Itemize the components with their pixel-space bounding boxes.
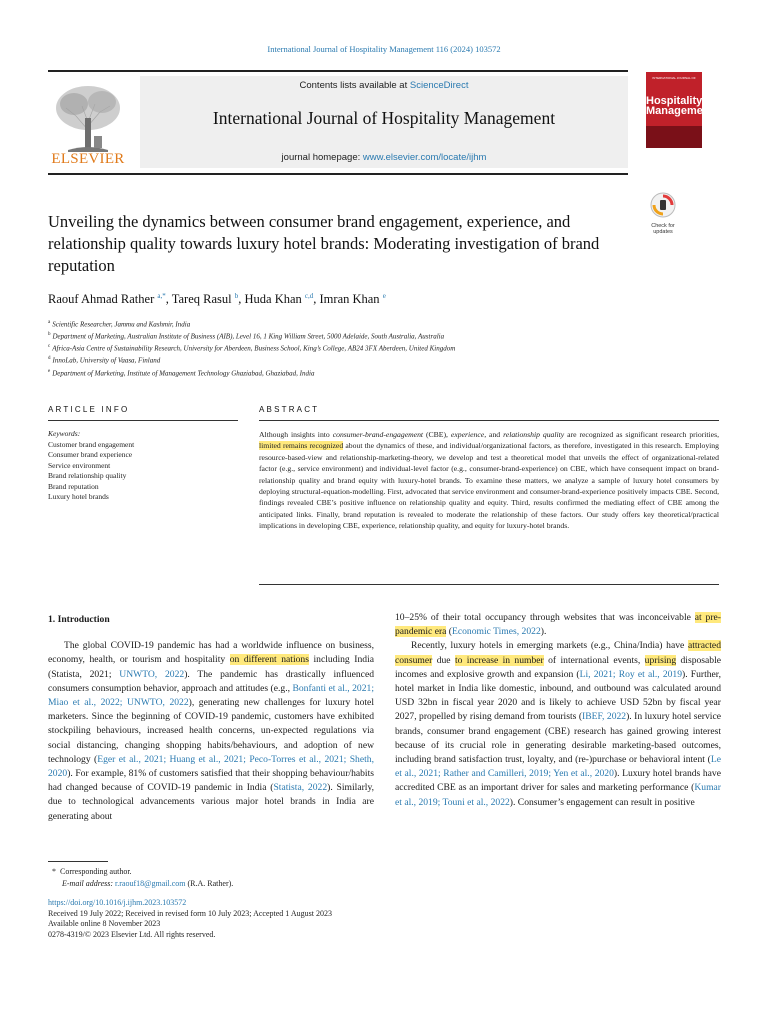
affiliations (48, 318, 728, 379)
abstract-seg: (CBE), (423, 430, 451, 439)
body-seg: ). For example, 81% of customers satisfied that their shopping behaviour/habits had changed because of COVID-19 pandemic in India ( (48, 768, 374, 794)
check-updates-label (645, 223, 681, 235)
journal-reference[interactable]: International Journal of Hospitality Management 116 (2024) 103572 (267, 44, 501, 54)
affiliation-item (48, 330, 728, 342)
available-online: Available online 8 November 2023 (48, 919, 161, 929)
contents-line (140, 80, 628, 91)
highlighted-text[interactable]: attracted consumer (395, 640, 721, 666)
body-seg: ). The pandemic has drastically influenced consumers consumption behavior, approach and attitudes (e.g., (48, 668, 374, 694)
body-seg: of international events, (543, 654, 645, 666)
check-for-updates-badge[interactable] (645, 192, 681, 235)
abstract-text (259, 429, 719, 532)
check-label-line-2: updates (653, 229, 673, 235)
affiliation-item (48, 342, 728, 354)
check-updates-icon (650, 192, 676, 218)
keyword-item: Luxury hotel brands (48, 492, 109, 501)
doi-link[interactable]: https://doi.org/10.1016/j.ijhm.2023.103572 (48, 898, 187, 907)
affil-text: Scientific Researcher, Jammu and Kashmir, India (52, 320, 191, 329)
abstract-seg: Although insights into (259, 430, 333, 439)
homepage-prefix: journal homepage: (281, 152, 363, 163)
citation-link[interactable]: Kumar et al., 2019; Touni et al., 2022 (395, 782, 721, 808)
keyword-item: Brand relationship quality (48, 471, 127, 480)
author-name[interactable]: Raouf Ahmad Rather (48, 292, 155, 307)
highlighted-text[interactable]: at pre-pandemic era (395, 612, 721, 638)
affiliation-item (48, 354, 728, 366)
keyword-item: Consumer brand experience (48, 450, 133, 459)
keywords-block (48, 429, 238, 503)
body-seg: including India (Statista, 2021; (48, 654, 374, 680)
affil-text: Department of Marketing, Australian Institute of Business (AIB), Level 16, 1 King William Street, 5000 Adelaide, South Australia, Australia (52, 332, 445, 341)
citation-link[interactable]: Le et al., 2021; Rather and Camilleri, 2019; Yen et al., 2020 (395, 754, 721, 780)
citation-link[interactable]: Economic Times, 2022 (452, 626, 541, 638)
author-affil-sup[interactable]: e (382, 292, 386, 300)
highlighted-text[interactable]: limited remains recognized (259, 441, 344, 451)
intro-paragraph (48, 639, 374, 824)
intro-paragraph-cont (395, 611, 721, 639)
affil-text: InnoLab, University of Vaasa, Finland (52, 356, 161, 365)
body-seg: due (432, 654, 455, 666)
cover-top-text: INTERNATIONAL JOURNAL OF (652, 76, 696, 80)
abstract-bottom-rule (259, 584, 719, 585)
cover-title-line-1: Hospitality (646, 95, 703, 107)
body-column-left (48, 613, 374, 824)
author-name[interactable]: Huda Khan (244, 292, 302, 307)
abstract-italic: relationship quality (503, 430, 565, 439)
citation-link[interactable]: UNWTO, 2022 (119, 668, 185, 680)
cover-bottom-band (646, 126, 702, 148)
abstract-heading: ABSTRACT (259, 405, 320, 414)
body-seg: disposable incomes and explosive growth and expansion ( (395, 654, 722, 680)
cover-title-line-2: Management (646, 105, 714, 117)
section-heading-introduction: 1. Introduction (48, 614, 110, 625)
email-suffix: (R.A. Rather). (185, 879, 234, 888)
highlighted-text[interactable]: to increase in number (454, 654, 544, 666)
body-seg: ( (446, 626, 452, 638)
email-note (48, 878, 548, 890)
homepage-line (140, 152, 628, 163)
citation-link[interactable]: Eger et al., 2021; Huang et al., 2021; Peco-Torres et al., 2021; Sheth, 2020 (48, 753, 374, 780)
corresponding-author-note: * Corresponding author. (48, 867, 132, 876)
publication-info (48, 898, 648, 940)
intro-paragraph (395, 639, 721, 809)
corr-text: Corresponding author. (60, 867, 132, 876)
highlighted-text[interactable]: uprising (644, 654, 677, 666)
author-list: Raouf Ahmad Rather $^{a,*}$, Tareq Rasul $^b$, Huda Khan $^{c,d}$, Imran Khan $^e$ (48, 292, 386, 307)
author-affil-sup[interactable]: b (234, 292, 239, 300)
journal-cover-thumbnail[interactable] (646, 72, 714, 148)
citation-link[interactable]: IBEF, 2022 (582, 711, 627, 723)
sciencedirect-link[interactable]: ScienceDirect (409, 80, 469, 91)
received-dates: Received 19 July 2022; Received in revised form 10 July 2023; Accepted 1 August 2023 (48, 908, 332, 918)
affil-marker: c (48, 344, 51, 350)
highlighted-text[interactable]: on different nations (229, 654, 309, 666)
body-seg: ). Consumer’s engagement can result in positive (509, 796, 695, 808)
abstract-seg: are recognized as significant research priorities, (564, 430, 719, 439)
affiliation-item (48, 318, 728, 330)
body-column-right (395, 611, 721, 810)
keyword-item: Customer brand engagement (48, 439, 135, 449)
citation-link[interactable]: Bonfanti et al., 2021; Miao et al., 2022; UNWTO, 2022 (48, 682, 374, 709)
keyword-item: Service environment (48, 460, 111, 470)
body-seg: The global COVID-19 pandemic has had a worldwide influence on business, economy, health, or tourism and hospitality (48, 640, 374, 666)
body-seg: ). In luxury hotel service brands, consumer brand engagement (CBE) research has gained growing interest because of its crucial role in generating desirable marketing-based outcomes, including brand satisfaction trust, loyalty, and (re-)purchase or behavioral intent ( (395, 711, 721, 766)
header-rule-top (48, 70, 628, 72)
check-label-line-1: Check for (651, 223, 675, 229)
abstract-seg: , and (484, 430, 504, 439)
journal-title: International Journal of Hospitality Management (212, 108, 556, 128)
affil-marker: d (48, 356, 51, 362)
citation-link[interactable]: Li, 2021; Roy et al., 2019 (579, 668, 683, 680)
abstract-italic: experience (450, 430, 485, 439)
author-affil-sup[interactable]: a,* (157, 292, 166, 300)
article-title: Unveiling the dynamics between consumer brand engagement, experience, and relationship quality towards luxury hotel brands: Moderating investigation of brand reputation (48, 212, 600, 275)
affil-marker: e (48, 368, 51, 374)
affil-text: Department of Marketing, Institute of Management Technology Ghaziabad, Ghaziabad, India (52, 368, 315, 377)
body-seg: ). Similarly, due to technological advancements various major hotel brands in India are generating about (48, 782, 375, 822)
article-info-rule (48, 420, 238, 421)
body-seg: Recently, luxury hotels in emerging markets (e.g., China/India) have (411, 640, 688, 652)
author-name[interactable]: Imran Khan (319, 292, 380, 307)
abstract-rule (259, 420, 719, 421)
header-rule-bottom (48, 173, 628, 175)
affil-marker: b (48, 332, 51, 338)
contents-prefix: Contents lists available at (299, 80, 410, 91)
body-seg: 10–25% of their total occupancy through websites that was inconceivable (395, 612, 695, 623)
article-info-heading: ARTICLE INFO (48, 405, 130, 414)
abstract-italic: consumer-brand-engagement (332, 430, 424, 439)
footnotes (48, 866, 548, 890)
body-seg: ). (540, 626, 547, 638)
email-label: E-mail address: (62, 879, 114, 888)
affiliation-item (48, 367, 728, 379)
keywords-label: Keywords: (48, 429, 81, 438)
cover-title (646, 95, 714, 117)
body-seg: ). Luxury hotel brands have accredited CBE as an important driver for sales and marketing performance ( (395, 768, 721, 794)
affil-marker: a (48, 320, 51, 325)
author-affil-sup[interactable]: c,d (304, 292, 314, 300)
homepage-link[interactable]: www.elsevier.com/locate/ijhm (362, 152, 487, 163)
elsevier-wordmark: ELSEVIER (51, 151, 125, 167)
affil-text: Africa-Asia Centre of Sustainability Research, University for Aberdeen, Business School, King’s College, AB24 3FX Aberdeen, United Kingdom (52, 344, 456, 353)
copyright-line: 0278-4319/© 2023 Elsevier Ltd. All rights reserved. (48, 929, 216, 939)
abstract-seg: about the dynamics of these, and individual/organizational factors, as therefore, investigated in this research. Employing resource-based-view and relationship-marketing-theory, we develop and test a theoretical model that unveils the effect of organizational-related factor (e.g., service environment) and individual-level factor (e.g., consumer-brand-experience) on CBE, which have consequent impact on brand-relationship quality and brand equity with luxury-hotel brands. To examine these matters, we analyze a sample of luxury hotel consumers by deploying structural-equation-modelling. First, advocated that service environment and consumer-brand-experience positively impacts CBE. Second, findings revealed CBE’s positive influence on relationship quality and equity. Third, results confirmed the mediating effect of CBE among the anticipated links. Finally, brand reputation is revealed to moderate the relationship of these factors. Our study offers key theoretical/practical implications in developing CBE, experience, relationship quality, and equity for luxury-hotel brands. (259, 441, 719, 531)
citation-link[interactable]: Statista, 2022 (273, 782, 328, 794)
author-name[interactable]: Tareq Rasul (171, 292, 232, 307)
keyword-item: Brand reputation (48, 481, 99, 491)
body-seg: ). Further, hotel market in India like domestic, inbound, and outbound was calculated around USD 32bn in fiscal year 2020 and is likely to achieve USD 52bn by fiscal year 2027, propelled by rising demand from tourists ( (395, 668, 722, 723)
email-link[interactable]: r.raouf18@gmail.com (115, 879, 186, 888)
footnote-rule (48, 861, 108, 862)
body-seg: ), generating new challenges for luxury hotel marketers. Since the beginning of COVID-19 pandemic, customers have exhibited stockpiling behaviours, increased health concerns, un-expected regulations via social distancing, changing shopping habits/behaviours, and adoption of new technology ( (48, 697, 374, 765)
